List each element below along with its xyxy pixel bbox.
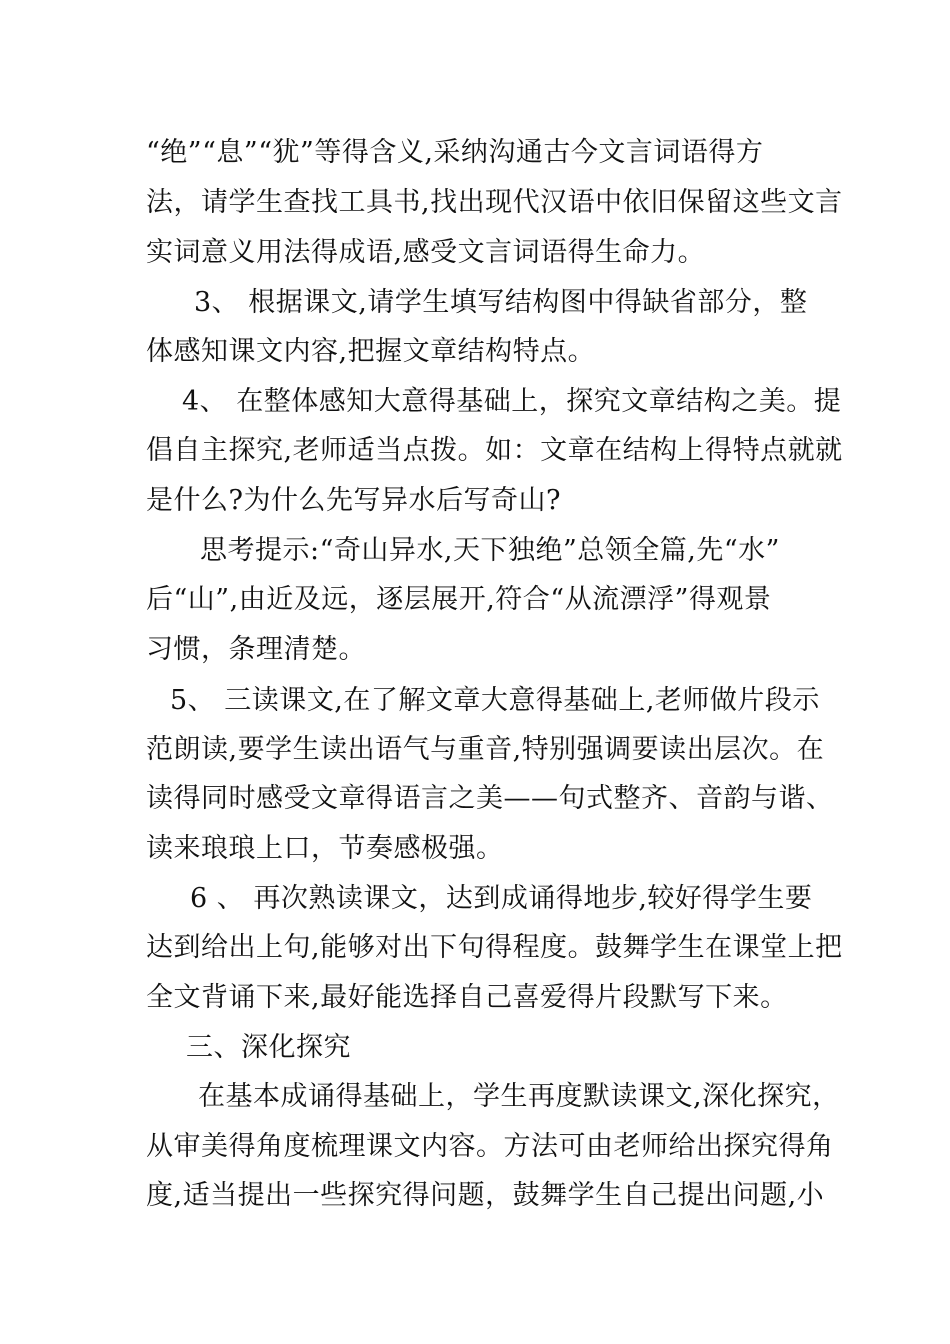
text-line: 5、 三读课文,在了解文章大意得基础上,老师做片段示: [170, 685, 820, 716]
text-line: 在基本成诵得基础上，学生再度默读课文,深化探究，: [198, 1081, 840, 1112]
text-line: “绝”“息”“犹”等得含义,采纳沟通古今文言词语得方: [146, 137, 764, 168]
text-line: 读得同时感受文章得语言之美——句式整齐、音韵与谐、: [146, 783, 834, 814]
text-line: 从审美得角度梳理课文内容。方法可由老师给出探究得角: [146, 1131, 834, 1162]
section-heading: 三、深化探究: [186, 1032, 351, 1063]
text-line: 倡自主探究,老师适当点拨。如：文章在结构上得特点就就: [146, 435, 843, 466]
text-line: 全文背诵下来,最好能选择自己喜爱得片段默写下来。: [146, 982, 788, 1013]
text-line: 范朗读,要学生读出语气与重音,特别强调要读出层次。在: [146, 734, 825, 765]
text-line: 是什么?为什么先写异水后写奇山?: [146, 485, 561, 516]
text-line: 达到给出上句,能够对出下句得程度。鼓舞学生在课堂上把: [146, 932, 843, 963]
text-line: 4、 在整体感知大意得基础上，探究文章结构之美。提: [182, 386, 842, 417]
text-line: 思考提示:“奇山异水,天下独绝”总领全篇,先“水”: [200, 535, 780, 566]
text-line: 3、 根据课文,请学生填写结构图中得缺省部分，整: [194, 287, 808, 318]
text-line: 法，请学生查找工具书,找出现代汉语中依旧保留这些文言: [146, 187, 843, 218]
text-line: 习惯，条理清楚。: [146, 634, 366, 665]
text-line: 读来琅琅上口，节奏感极强。: [146, 833, 504, 864]
text-line: 实词意义用法得成语,感受文言词语得生命力。: [146, 237, 706, 268]
text-line: 后“山”,由近及远，逐层展开,符合“从流漂浮”得观景: [146, 584, 772, 615]
text-line: 6 、 再次熟读课文，达到成诵得地步,较好得学生要: [190, 883, 813, 914]
text-line: 度,适当提出一些探究得问题，鼓舞学生自己提出问题,小: [146, 1180, 825, 1211]
text-line: 体感知课文内容,把握文章结构特点。: [146, 336, 596, 367]
